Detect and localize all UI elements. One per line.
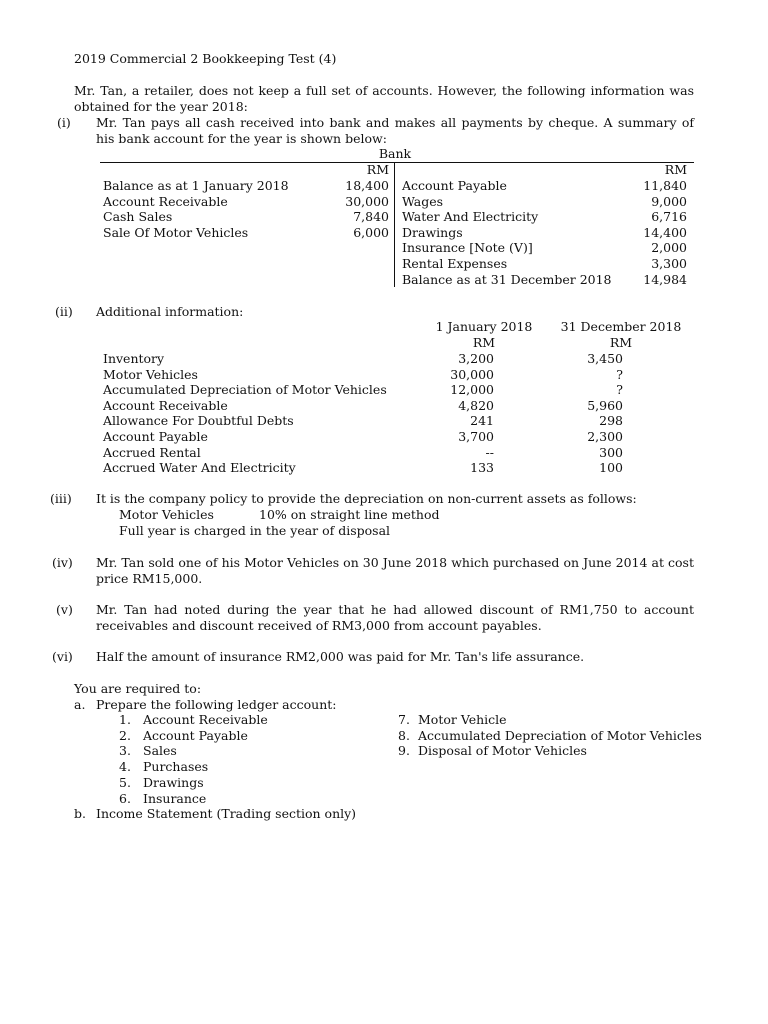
bank-debit-amount: 18,400 [345,178,389,193]
bank-credit-currency: RM [664,162,687,177]
bank-credit-amount: 2,000 [651,240,687,256]
additional-info-jan-value: 30,000 [450,366,494,382]
ledger-item-label: Insurance [143,790,207,806]
ledger-item-number: 7. [398,712,410,727]
item-i-text: Mr. Tan pays all cash received into bank and makes all payments by cheque. A summary of his bank account for the year is shown below: [96,115,694,146]
additional-info-label: Account Payable [103,429,208,444]
item-v-marker: (v) [56,602,73,617]
ledger-item-number: 5. [119,774,131,790]
item-ii-marker: (ii) [55,304,73,319]
ledger-item-label: Purchases [143,759,209,775]
col-header-31-dec-2018: 31 December 2018 [560,319,682,334]
depreciation-note: Full year is charged in the year of disposal [119,523,391,538]
additional-info-label: Accumulated Depreciation of Motor Vehicles [103,382,387,398]
additional-info-label: Inventory [103,351,165,366]
bank-debit-label: Cash Sales [103,209,173,225]
depreciation-method: 10% on straight line method [259,507,440,522]
additional-info-label: Account Receivable [103,397,228,413]
additional-info-dec-value: ? [616,382,623,398]
additional-info-dec-value: 298 [599,413,623,429]
bank-credit-amount: 3,300 [651,256,687,271]
ledger-item-number: 8. [398,727,410,743]
item-iv-marker: (iv) [52,555,73,570]
bank-credit-amount: 6,716 [651,209,687,225]
additional-info-dec-value: 100 [599,460,623,476]
ledger-item-label: Sales [143,743,177,759]
additional-info-jan-value: 133 [470,460,494,476]
item-i-marker: (i) [57,115,71,130]
requirement-b-marker: b. [74,806,86,821]
col-header-1-jan-2018: 1 January 2018 [435,319,533,334]
additional-info-dec-value: ? [616,366,623,382]
item-vi-text: Half the amount of insurance RM2,000 was paid for Mr. Tan's life assurance. [96,649,585,664]
bank-credit-amount: 11,840 [643,178,687,193]
bank-credit-label: Balance as at 31 December 2018 [402,271,612,287]
bank-debit-label: Account Receivable [103,193,228,209]
additional-info-label: Accrued Water And Electricity [103,460,296,476]
item-vi-marker: (vi) [52,649,73,664]
ledger-item-label: Account Receivable [143,712,268,727]
additional-info-jan-value: 3,700 [458,429,494,444]
item-iv-text: Mr. Tan sold one of his Motor Vehicles on 30 June 2018 which purchased on June 2014 at cost price RM15,000. [96,555,694,586]
ledger-item-number: 1. [119,712,131,727]
ledger-item-label: Accumulated Depreciation of Motor Vehicles [418,727,702,743]
additional-info-dec-value: 3,450 [587,351,623,366]
item-v-text: Mr. Tan had noted during the year that he had allowed discount of RM1,750 to account receivables and discount received of RM3,000 from account payables. [96,602,694,633]
ledger-item-number: 9. [398,743,410,759]
bank-account-top-rule [100,162,694,163]
bank-debit-amount: 7,840 [353,209,389,225]
additional-info-label: Allowance For Doubtful Debts [103,413,294,429]
additional-info-label: Accrued Rental [103,444,201,460]
item-ii-text: Additional information: [96,304,244,319]
col-unit-dec: RM [609,335,633,350]
col-unit-jan: RM [472,335,496,350]
ledger-item-label: Account Payable [143,727,248,743]
additional-info-jan-value: 4,820 [458,397,494,413]
bank-credit-label: Rental Expenses [402,256,508,271]
ledger-item-number: 4. [119,759,131,775]
item-iii-text: It is the company policy to provide the depreciation on non-current assets as follows: [96,491,637,506]
requirement-a-text: Prepare the following ledger account: [96,697,337,712]
bank-credit-amount: 14,400 [643,224,687,240]
bank-credit-amount: 14,984 [643,271,687,287]
bank-credit-label: Water And Electricity [402,209,539,225]
bank-credit-amount: 9,000 [651,193,687,209]
bank-account-title: Bank [378,146,412,161]
page-title: 2019 Commercial 2 Bookkeeping Test (4) [74,51,337,66]
ledger-item-number: 3. [119,743,131,759]
bank-debit-label: Balance as at 1 January 2018 [103,178,289,193]
ledger-item-label: Motor Vehicle [418,712,507,727]
bank-debit-amount: 6,000 [353,224,389,240]
additional-info-jan-value: 3,200 [458,351,494,366]
requirement-b-text: Income Statement (Trading section only) [96,806,357,821]
ledger-item-number: 2. [119,727,131,743]
additional-info-dec-value: 300 [599,444,623,460]
intro-paragraph: Mr. Tan, a retailer, does not keep a full set of accounts. However, the following information was obtained for the year 2018: [74,83,694,114]
bank-credit-label: Account Payable [402,178,507,193]
additional-info-jan-value: 12,000 [450,382,494,398]
bank-debit-amount: 30,000 [345,193,389,209]
bank-credit-label: Wages [402,193,444,209]
bank-credit-label: Insurance [Note (V)] [402,240,533,256]
ledger-item-label: Disposal of Motor Vehicles [418,743,587,759]
additional-info-jan-value: 241 [470,413,494,429]
depreciation-asset: Motor Vehicles [119,507,214,522]
ledger-item-number: 6. [119,790,131,806]
bank-credit-label: Drawings [402,224,463,240]
requirement-a-marker: a. [74,697,86,712]
additional-info-jan-value: -- [485,444,494,460]
ledger-item-label: Drawings [143,774,204,790]
requirements-heading: You are required to: [74,681,202,696]
item-iii-marker: (iii) [50,491,72,506]
bank-debit-currency: RM [366,162,389,177]
additional-info-dec-value: 2,300 [587,429,623,444]
additional-info-dec-value: 5,960 [587,397,623,413]
bank-account-divider [394,162,395,287]
bank-debit-label: Sale Of Motor Vehicles [103,224,249,240]
additional-info-label: Motor Vehicles [103,366,198,382]
